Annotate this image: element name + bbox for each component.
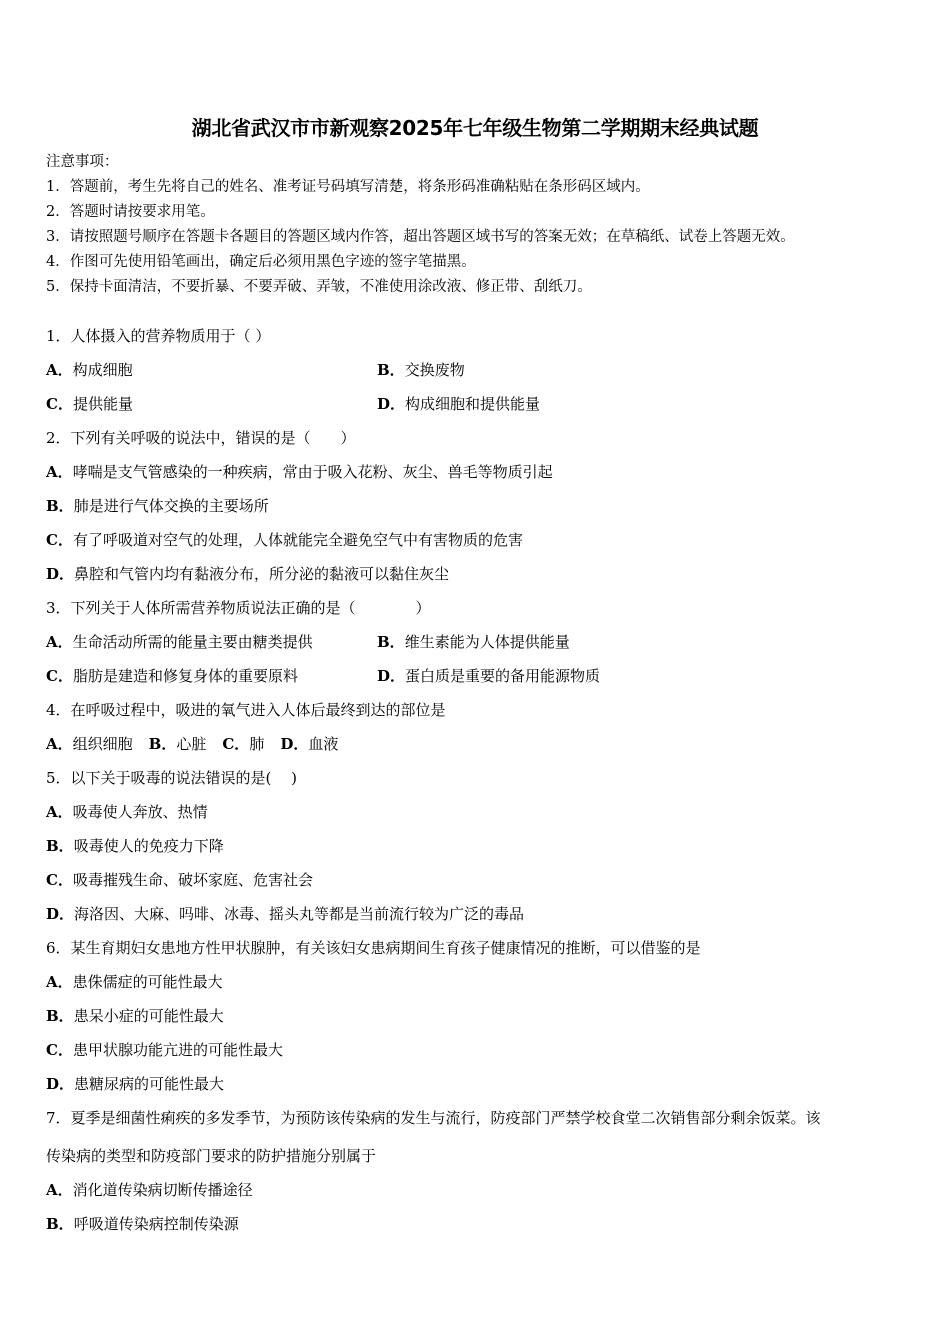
- option: [46, 628, 377, 662]
- note-item: 5．保持卡面清洁，不要折暴、不要弄破、弄皱，不准使用涂改液、修正带、刮纸刀。: [46, 279, 592, 295]
- option-text: 患甲状腺功能亢进的可能性最大: [72, 1041, 283, 1059]
- option-row: [46, 560, 916, 594]
- option-label: A．: [46, 361, 73, 379]
- option: [377, 390, 540, 424]
- option-label: C．: [46, 1041, 73, 1059]
- option: [46, 356, 377, 390]
- option-label: D．: [377, 395, 406, 413]
- option-text: 患侏儒症的可能性最大: [72, 973, 223, 991]
- option-label: B．: [46, 1007, 74, 1025]
- option-label: B．: [46, 837, 74, 855]
- option-text: 吸毒摧残生命、破坏家庭、危害社会: [72, 871, 313, 889]
- option-text: 有了呼吸道对空气的处理，人体就能完全避免空气中有害物质的危害: [72, 531, 523, 549]
- option: [46, 871, 313, 889]
- option: [149, 735, 207, 753]
- exam-title: 湖北省武汉市市新观察2025年七年级生物第二学期期末经典试题: [191, 116, 759, 140]
- questions-section: [46, 322, 916, 1244]
- option-label: A．: [46, 735, 73, 753]
- option-text: 维生素能为人体提供能量: [404, 633, 570, 651]
- note-item: 1．答题前，考生先将自己的姓名、准考证号码填写清楚，将条形码准确粘贴在条形码区域内。: [46, 179, 650, 195]
- option-row: [46, 730, 916, 764]
- option-label: C．: [46, 871, 73, 889]
- note-item: 2．答题时请按要求用笔。: [46, 204, 215, 220]
- option-row: [46, 492, 916, 526]
- option: [46, 390, 377, 424]
- option-label: A．: [46, 463, 73, 481]
- question-stem: 2．下列有关呼吸的说法中，错误的是（ ）: [46, 429, 356, 447]
- option-row: [46, 832, 916, 866]
- option-row: [46, 458, 916, 492]
- option-text: 患呆小症的可能性最大: [73, 1007, 224, 1025]
- notes-heading: 注意事项：: [46, 154, 119, 170]
- option-label: D．: [46, 905, 75, 923]
- option-row: [46, 866, 916, 900]
- option-label: B．: [148, 735, 177, 753]
- question-stem: 5．以下关于吸毒的说法错误的是( ): [46, 769, 298, 787]
- option: [377, 662, 600, 696]
- option: [222, 735, 264, 753]
- option-text: 呼吸道传染病控制传染源: [73, 1215, 239, 1233]
- question-stem: 传染病的类型和防疫部门要求的防护措施分别属于: [46, 1147, 377, 1165]
- option-text: 海洛因、大麻、吗啡、冰毒、摇头丸等都是当前流行较为广泛的毒品: [74, 905, 525, 923]
- option-label: C．: [46, 667, 73, 685]
- option-text: 蛋白质是重要的备用能源物质: [405, 667, 601, 685]
- option-row: [46, 628, 916, 662]
- option-label: B．: [377, 361, 405, 379]
- option-row: [46, 356, 916, 390]
- option-text: 提供能量: [72, 395, 133, 413]
- option: [46, 662, 377, 696]
- question-stem: 3．下列关于人体所需营养物质说法正确的是（ ）: [46, 599, 431, 617]
- question-stem: 4．在呼吸过程中，吸进的氧气进入人体后最终到达的部位是: [46, 701, 446, 719]
- option-label: B．: [46, 497, 74, 515]
- option-row: [46, 798, 916, 832]
- option-label: C．: [222, 735, 250, 753]
- option: [46, 463, 553, 481]
- option-row: [46, 1210, 916, 1244]
- option-text: 鼻腔和气管内均有黏液分布，所分泌的黏液可以黏住灰尘: [74, 565, 450, 583]
- option-text: 生命活动所需的能量主要由糖类提供: [72, 633, 313, 651]
- option-row: [46, 1036, 916, 1070]
- option-label: A．: [46, 1181, 73, 1199]
- option: [46, 735, 133, 753]
- note-item: 3．请按照题号顺序在答题卡各题目的答题区域内作答，超出答题区域书写的答案无效；在草稿纸、试卷上答题无效。: [46, 229, 795, 245]
- option: [46, 1041, 283, 1059]
- option-text: 脂肪是建造和修复身体的重要原料: [72, 667, 298, 685]
- option-text: 组织细胞: [72, 735, 133, 753]
- option-label: B．: [377, 633, 405, 651]
- option-text: 心脏: [176, 735, 207, 753]
- question-stem: 7．夏季是细菌性痢疾的多发季节，为预防该传染病的发生与流行，防疫部门严禁学校食堂二次销售部分剩余饭菜。该: [46, 1109, 821, 1127]
- option-row: [46, 1176, 916, 1210]
- option: [46, 837, 224, 855]
- option-text: 患糖尿病的可能性最大: [74, 1075, 225, 1093]
- option-text: 肺: [249, 735, 265, 753]
- option: [46, 1007, 224, 1025]
- note-item: 4．作图可先使用铅笔画出，确定后必须用黑色字迹的签字笔描黑。: [46, 254, 476, 270]
- option: [46, 1181, 253, 1199]
- option-row: [46, 526, 916, 560]
- option: [377, 356, 465, 390]
- question-stem: 1．人体摄入的营养物质用于（ ）: [46, 327, 271, 345]
- option-label: D．: [377, 667, 406, 685]
- option: [46, 565, 449, 583]
- question-stem: 6．某生育期妇女患地方性甲状腺肿，有关该妇女患病期间生育孩子健康情况的推断，可以借鉴的是: [46, 939, 701, 957]
- option-row: [46, 900, 916, 934]
- option: [46, 1215, 239, 1233]
- option-label: C．: [46, 395, 73, 413]
- option: [46, 531, 523, 549]
- option-text: 肺是进行气体交换的主要场所: [73, 497, 269, 515]
- option-text: 吸毒使人奔放、热情: [72, 803, 208, 821]
- option-text: 哮喘是支气管感染的一种疾病，常由于吸入花粉、灰尘、兽毛等物质引起: [72, 463, 553, 481]
- option-text: 血液: [308, 735, 339, 753]
- option-label: C．: [46, 531, 73, 549]
- option: [280, 735, 338, 753]
- option-row: [46, 1070, 916, 1104]
- option-text: 构成细胞: [72, 361, 133, 379]
- option-label: D．: [280, 735, 309, 753]
- option: [46, 905, 524, 923]
- option-text: 消化道传染病切断传播途径: [72, 1181, 253, 1199]
- option-row: [46, 968, 916, 1002]
- option-row: [46, 1002, 916, 1036]
- option: [377, 628, 570, 662]
- option-text: 构成细胞和提供能量: [405, 395, 541, 413]
- option-label: A．: [46, 973, 73, 991]
- option-label: A．: [46, 633, 73, 651]
- option-label: D．: [46, 1075, 75, 1093]
- option: [46, 803, 208, 821]
- option-row: [46, 390, 916, 424]
- option-label: A．: [46, 803, 73, 821]
- option: [46, 497, 269, 515]
- option-label: B．: [46, 1215, 74, 1233]
- option: [46, 973, 223, 991]
- option-text: 吸毒使人的免疫力下降: [73, 837, 224, 855]
- notes-section: [46, 150, 795, 300]
- option-row: [46, 662, 916, 696]
- option: [46, 1075, 224, 1093]
- option-text: 交换废物: [404, 361, 465, 379]
- option-label: D．: [46, 565, 75, 583]
